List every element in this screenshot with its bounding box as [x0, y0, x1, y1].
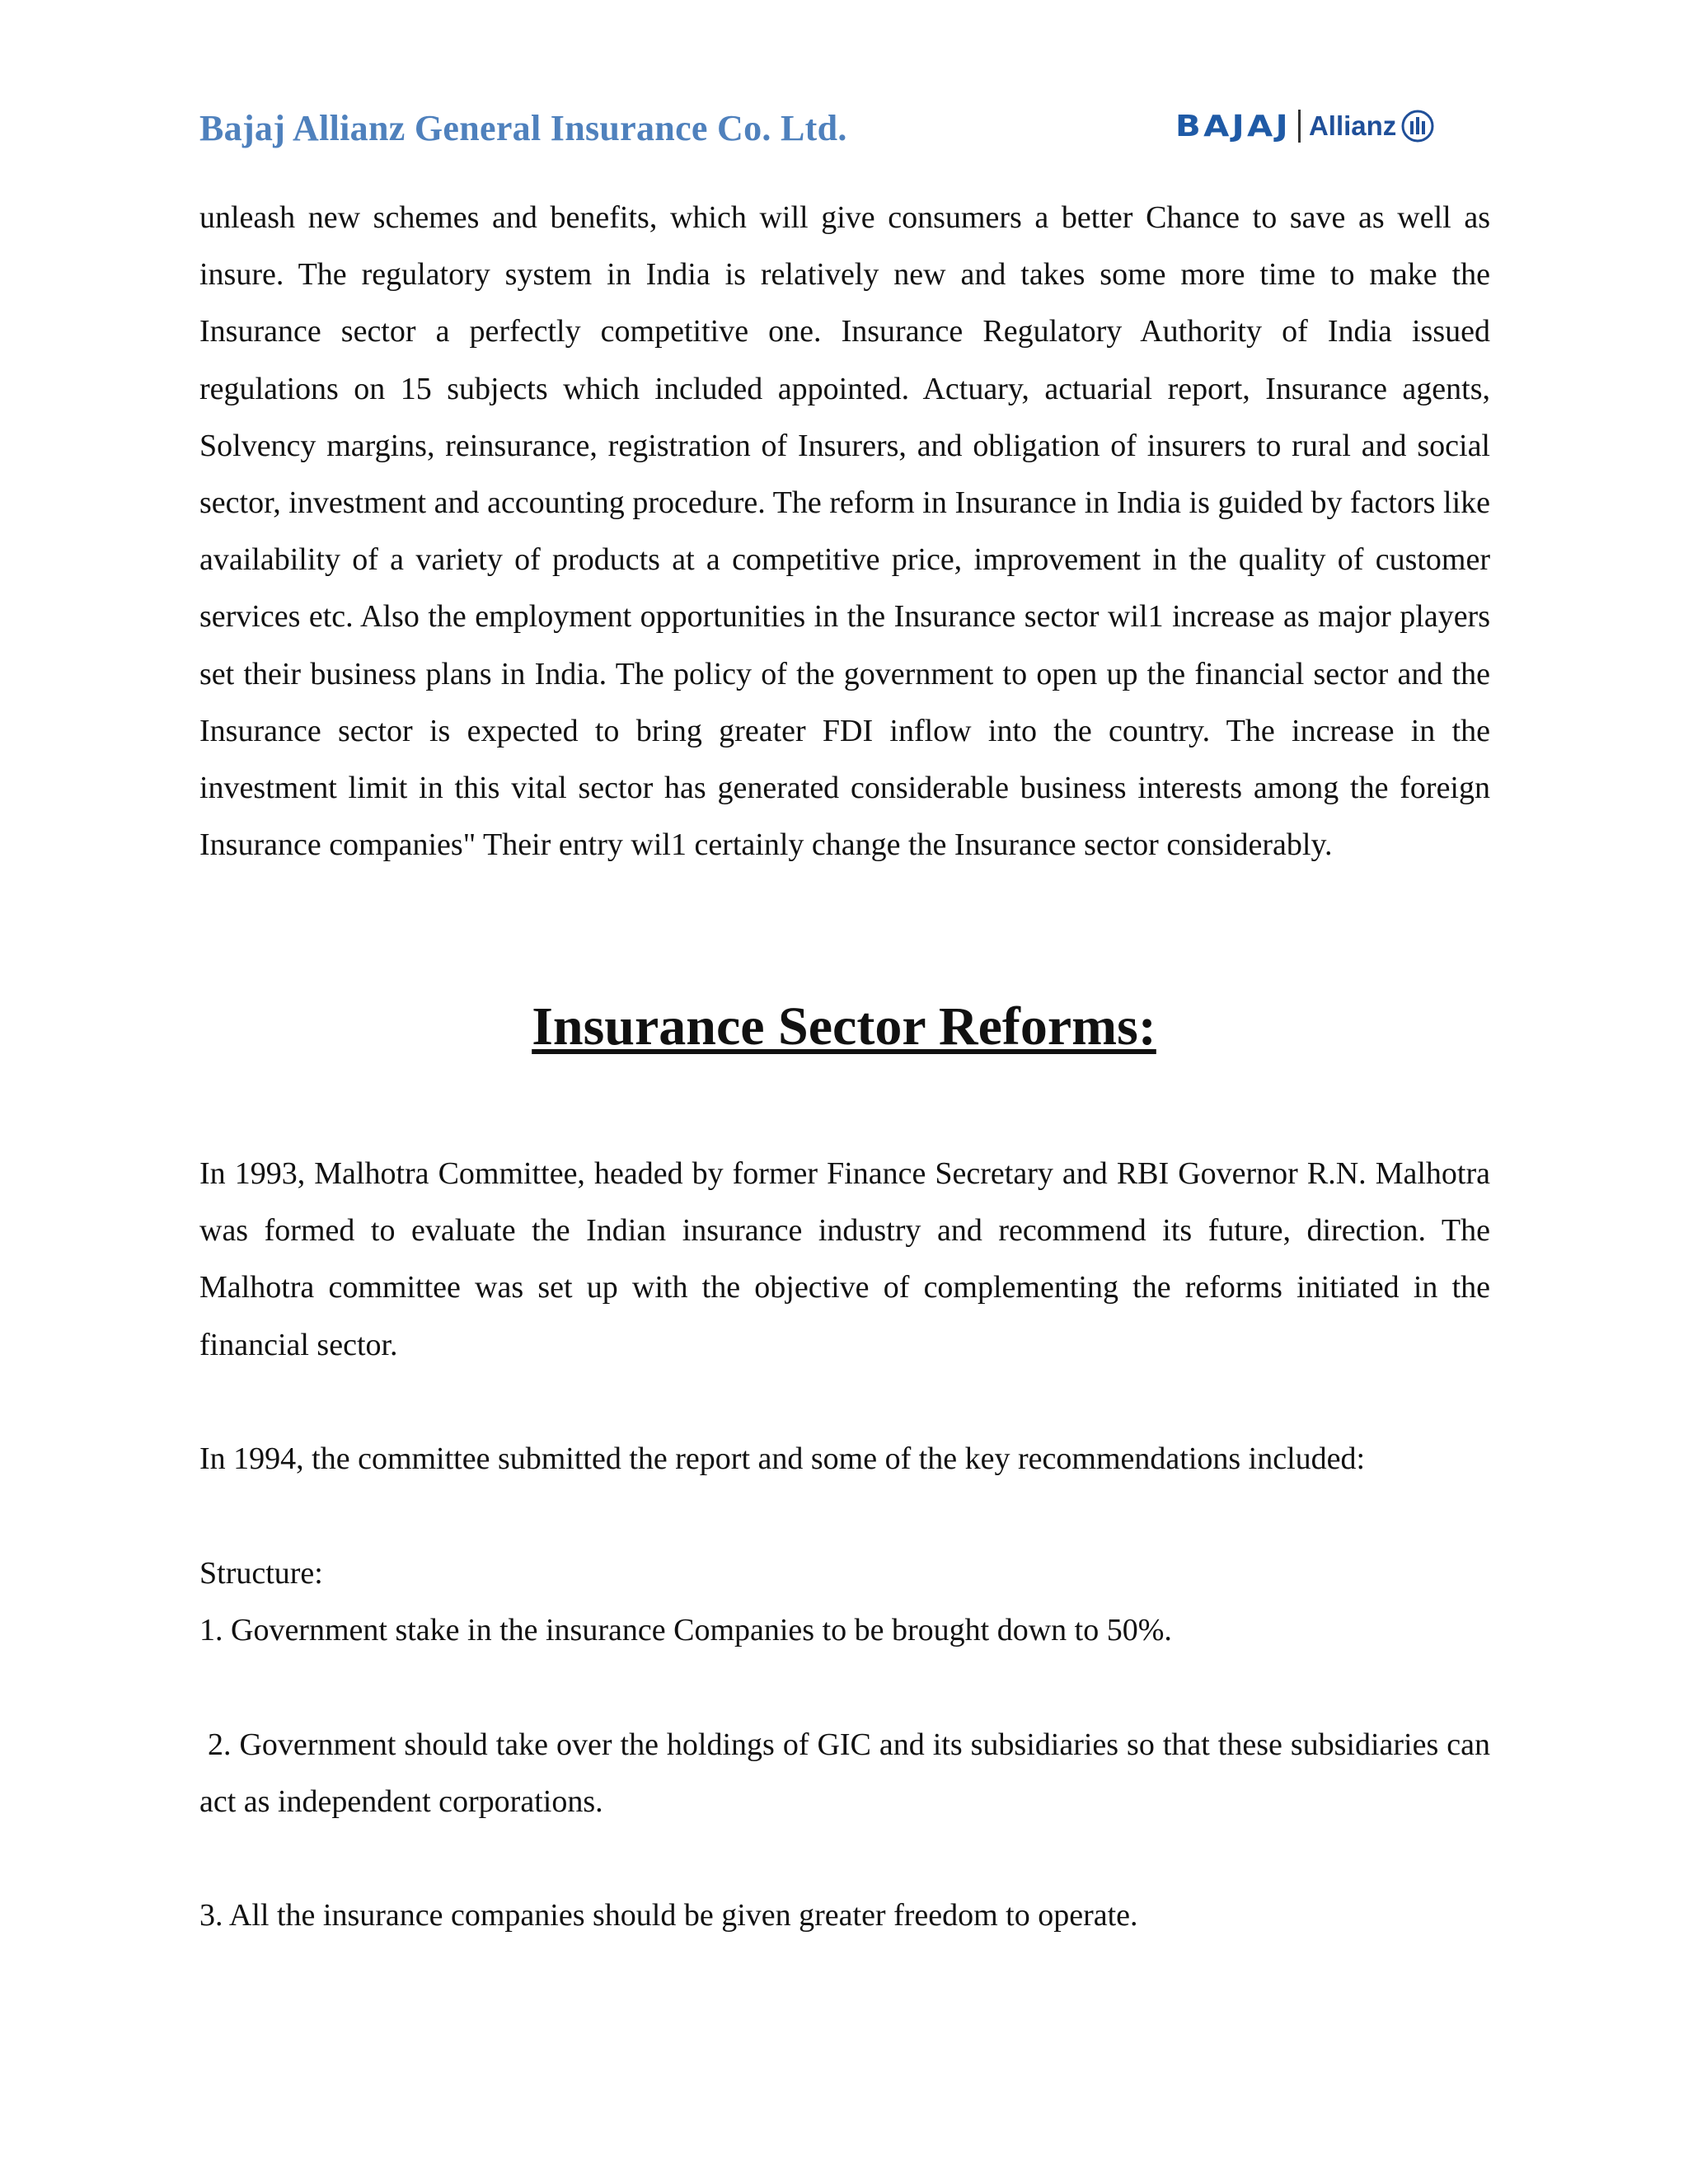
header-company-title: Bajaj Allianz General Insurance Co. Ltd.: [199, 108, 847, 148]
logo-divider: [1298, 110, 1301, 143]
recommendation-item-2: 2. Government should take over the holdings of GIC and its subsidiaries so that these subsidiaries can act as independent corporations.: [199, 1727, 1490, 1820]
bajaj-allianz-logo: [1175, 105, 1434, 147]
logo-allianz-text: Allianz: [1308, 110, 1397, 141]
structure-label: Structure:: [199, 1556, 323, 1591]
recommendations-intro: In 1994, the committee submitted the report and some of the key recommendations included:: [199, 1441, 1366, 1476]
logo-bajaj-text: BAJAJ: [1175, 109, 1291, 143]
malhotra-committee-paragraph: In 1993, Malhotra Committee, headed by former Finance Secretary and RBI Governor R.N. Malhotra was formed to evaluate the Indian insurance industry and recommend its future, direction. The Malhotra committee was set up with the objective of complementing the reforms initiated in the financial sector.: [199, 1156, 1490, 1362]
intro-paragraph: unleash new schemes and benefits, which will give consumers a better Chance to save as well as insure. The regulatory system in India is relatively new and takes some more time to make the Insurance sector a perfectly competitive one. Insurance Regulatory Authority of India issued regulations on 15 subjects which included appointed. Actuary, actuarial report, Insurance agents, Solvency margins, reinsurance, registration of Insurers, and obligation of insurers to rural and social sector, investment and accounting procedure. The reform in Insurance in India is guided by factors like availability of a variety of products at a competitive price, improvement in the quality of customer services etc. Also the employment opportunities in the Insurance sector wil1 increase as major players set their business plans in India. The policy of the government to open up the financial sector and the Insurance sector is expected to bring greater FDI inflow into the country. The increase in the investment limit in this vital sector has generated considerable business interests among the foreign Insurance companies" Their entry wil1 certainly change the Insurance sector considerably.: [199, 200, 1490, 863]
recommendation-item-3: 3. All the insurance companies should be given greater freedom to operate.: [199, 1898, 1138, 1933]
allianz-eagle-icon: [1401, 110, 1434, 143]
recommendation-item-1: 1. Government stake in the insurance Companies to be brought down to 50%.: [199, 1613, 1172, 1647]
section-heading: Insurance Sector Reforms:: [532, 996, 1156, 1057]
